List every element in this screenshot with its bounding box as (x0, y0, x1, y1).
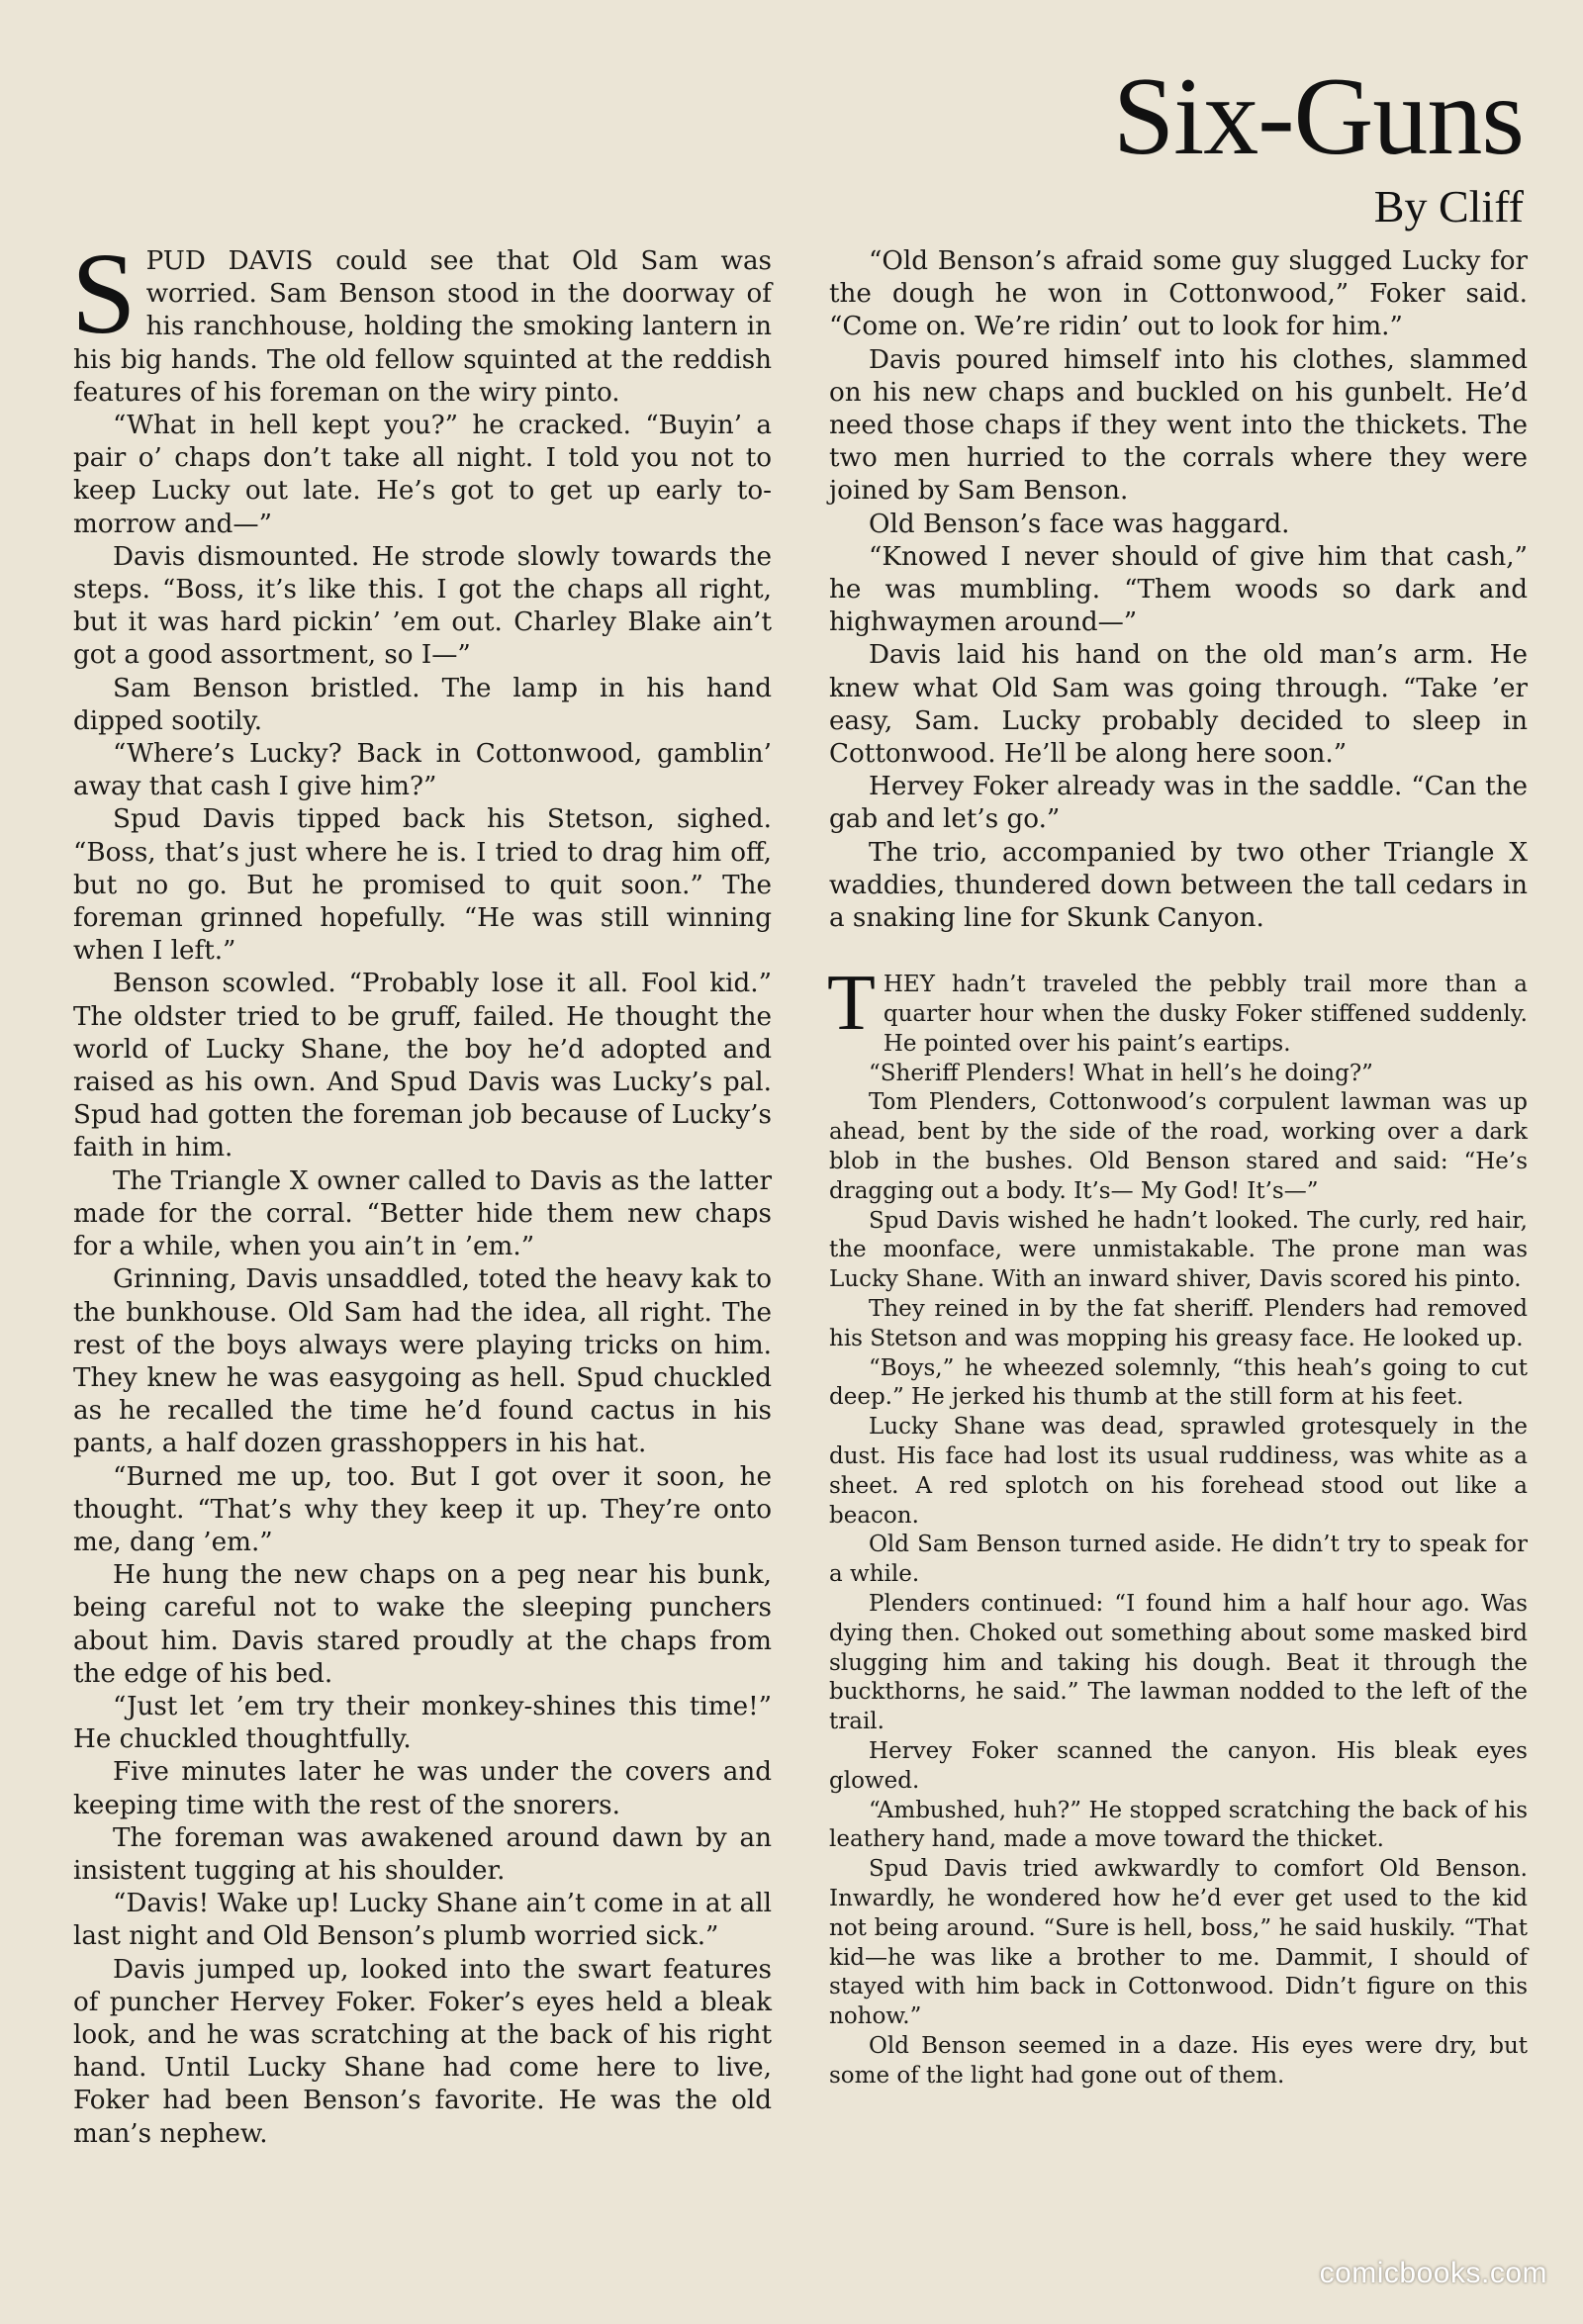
paragraph: Spud Davis tried awkwardly to comfort Old Benson. Inwardly, he wondered how he’d ever get used to the kid not being around. “Sure is hell, boss,” he said huskily. “That kid—he was like a brother to me. Dammit, I should of stayed with him back in Cottonwood. Didn’t figure on this nohow.” (829, 1856, 1528, 2030)
paragraph: Hervey Foker already was in the saddle. “Can the gab and let’s go.” (829, 772, 1528, 835)
paragraph: The Triangle X owner called to Davis as the latter made for the corral. “Better hide them new chaps for a while, when you ain’t in ’em.” (73, 1165, 772, 1262)
paragraph: Five minutes later he was under the covers and keeping time with the rest of the snorers. (73, 1757, 772, 1820)
paragraph-text: PUD DAVIS could see that Old Sam was worried. Sam Benson stood in the doorway of his ranchhouse, holding the smoking lantern in his big hands. The old fellow squinted at the reddish features of his foreman on the wiry pinto. (73, 246, 772, 408)
drop-cap-letter: S (71, 229, 137, 358)
paragraph: Spud Davis wished he hadn’t looked. The curly, red hair, the moonface, were unmistakable. The prone man was Lucky Shane. With an inward shiver, Davis scored his pinto. (829, 1207, 1528, 1293)
paragraph: Old Sam Benson turned aside. He didn’t try to speak for a while. (829, 1532, 1528, 1588)
paragraph: “Knowed I never should of give him that cash,” he was mumbling. “Them woods so dark and highwaymen around—” (829, 541, 1528, 638)
paragraph: He hung the new chaps on a peg near his bunk, being careful not to wake the sleeping punchers about him. Davis stared proudly at the chaps from the edge of his bed. (73, 1560, 772, 1689)
paragraph-text: HEY hadn’t traveled the pebbly trail more than a quarter hour when the dusky Foker stiffened suddenly. He pointed over his paint’s eartips. (883, 972, 1528, 1057)
paragraph: Spud Davis tipped back his Stetson, sighed. “Boss, that’s just where he is. I tried to drag him off, but no go. But he promised to quit soon.” The foreman grinned hopefully. “He was still winning when I left.” (73, 804, 772, 967)
paragraph: The foreman was awakened around dawn by an insistent tugging at his shoulder. (73, 1822, 772, 1886)
paragraph: “Sheriff Plenders! What in hell’s he doing?” (869, 1060, 1373, 1086)
paragraph: They reined in by the fat sheriff. Plenders had removed his Stetson and was mopping his greasy face. He looked up. (829, 1296, 1528, 1351)
second-section (827, 960, 1528, 2091)
paragraph: Tom Plenders, Cottonwood’s corpulent lawman was up ahead, bent by the side of the road, working over a dark blob in the bushes. Old Benson stared and said: “He’s dragging out a body. It’s— My God! It’s—” (829, 1089, 1528, 1204)
paragraph: Old Benson seemed in a daze. His eyes were dry, but some of the light had gone out of them. (829, 2032, 1528, 2089)
paragraph: Sam Benson bristled. The lamp in his hand dipped sootily. (73, 673, 772, 736)
paragraph: “Old Benson’s afraid some guy slugged Lucky for the dough he won in Cottonwood,” Foker said. “Come on. We’re ridin’ out to look for him.” (829, 246, 1528, 342)
paragraph: “Burned me up, too. But I got over it soon, he thought. “That’s why they keep it up. They’re onto me, dang ’em.” (73, 1461, 772, 1557)
opening-paragraph (71, 229, 772, 410)
left-column (71, 229, 772, 2151)
paragraph: “What in hell kept you?” he cracked. “Buyin’ a pair o’ chaps don’t take all night. I told you not to keep Lucky out late. He’s got to get up early to-morrow and—” (73, 411, 772, 539)
paragraph: Davis jumped up, looked into the swart features of puncher Hervey Foker. Foker’s eyes held a bleak look, and he was scratching at the back of his right hand. Until Lucky Shane had come here to live, Foker had been Benson’s favorite. He was the old man’s nephew. (73, 1954, 772, 2149)
story-title: Six-Guns (1112, 55, 1524, 178)
paragraph: Old Benson’s face was haggard. (869, 509, 1290, 539)
paragraph: Hervey Foker scanned the canyon. His bleak eyes glowed. (829, 1737, 1528, 1794)
paragraph: The trio, accompanied by two other Triangle X waddies, thundered down between the tall cedars in a snaking line for Skunk Canyon. (829, 837, 1528, 934)
author-byline: By Cliff (1373, 181, 1524, 232)
drop-cap-letter: T (827, 960, 876, 1048)
paragraph: “Where’s Lucky? Back in Cottonwood, gamblin’ away that cash I give him?” (73, 739, 772, 802)
paragraph: “Boys,” he wheezed solemnly, “this heah’s going to cut deep.” He jerked his thumb at the still form at his feet. (829, 1354, 1528, 1411)
paragraph: Grinning, Davis unsaddled, toted the heavy kak to the bunkhouse. Old Sam had the idea, all right. The rest of the boys always were playing tricks on him. They knew he was easygoing as hell. Spud chuckled as he recalled the time he’d found cactus in his pants, a half dozen grasshoppers in his hat. (73, 1264, 772, 1459)
paragraph: Davis poured himself into his clothes, slammed on his new chaps and buckled on his gunbelt. He’d need those chaps if they went into the thickets. The two men hurried to the corrals where they were joined by Sam Benson. (829, 344, 1528, 507)
right-column (829, 245, 1528, 2092)
paragraph: “Just let ’em try their monkey-shines this time!” He chuckled thoughtfully. (73, 1691, 772, 1755)
paragraph: Davis dismounted. He strode slowly towards the steps. “Boss, it’s like this. I got the chaps all right, but it was hard pickin’ ’em out. Charley Blake ain’t got a good assortment, so I—” (73, 541, 772, 671)
paragraph: Benson scowled. “Probably lose it all. Fool kid.” The oldster tried to be gruff, failed. He thought the world of Lucky Shane, the boy he’d adopted and raised as his own. And Spud Davis was Lucky’s pal. Spud had gotten the foreman job because of Lucky’s faith in him. (73, 969, 772, 1163)
paragraph: Lucky Shane was dead, sprawled grotesquely in the dust. His face had lost its usual ruddiness, was white as a sheet. A red splotch on his forehead stood out like a beacon. (829, 1414, 1528, 1529)
section-break (829, 935, 1528, 971)
paragraph: Davis laid his hand on the old man’s arm. He knew what Old Sam was going through. “Take ’er easy, Sam. Lucky probably decided to sleep in Cottonwood. He’ll be along here soon.” (829, 640, 1528, 770)
paragraph: “Davis! Wake up! Lucky Shane ain’t come in at all last night and Old Benson’s plumb worried sick.” (73, 1889, 772, 1952)
paragraph: “Ambushed, huh?” He stopped scratching the back of his leathery hand, made a move toward the thicket. (829, 1797, 1528, 1853)
section-opening-paragraph (827, 960, 1528, 1059)
site-watermark: comicbooks.com (1319, 2257, 1547, 2289)
paragraph: Plenders continued: “I found him a half hour ago. Was dying then. Choked out something about some masked bird slugging him and taking his dough. Beat it through the buckthorns, he said.” The lawman nodded to the left of the trail. (829, 1591, 1528, 1735)
